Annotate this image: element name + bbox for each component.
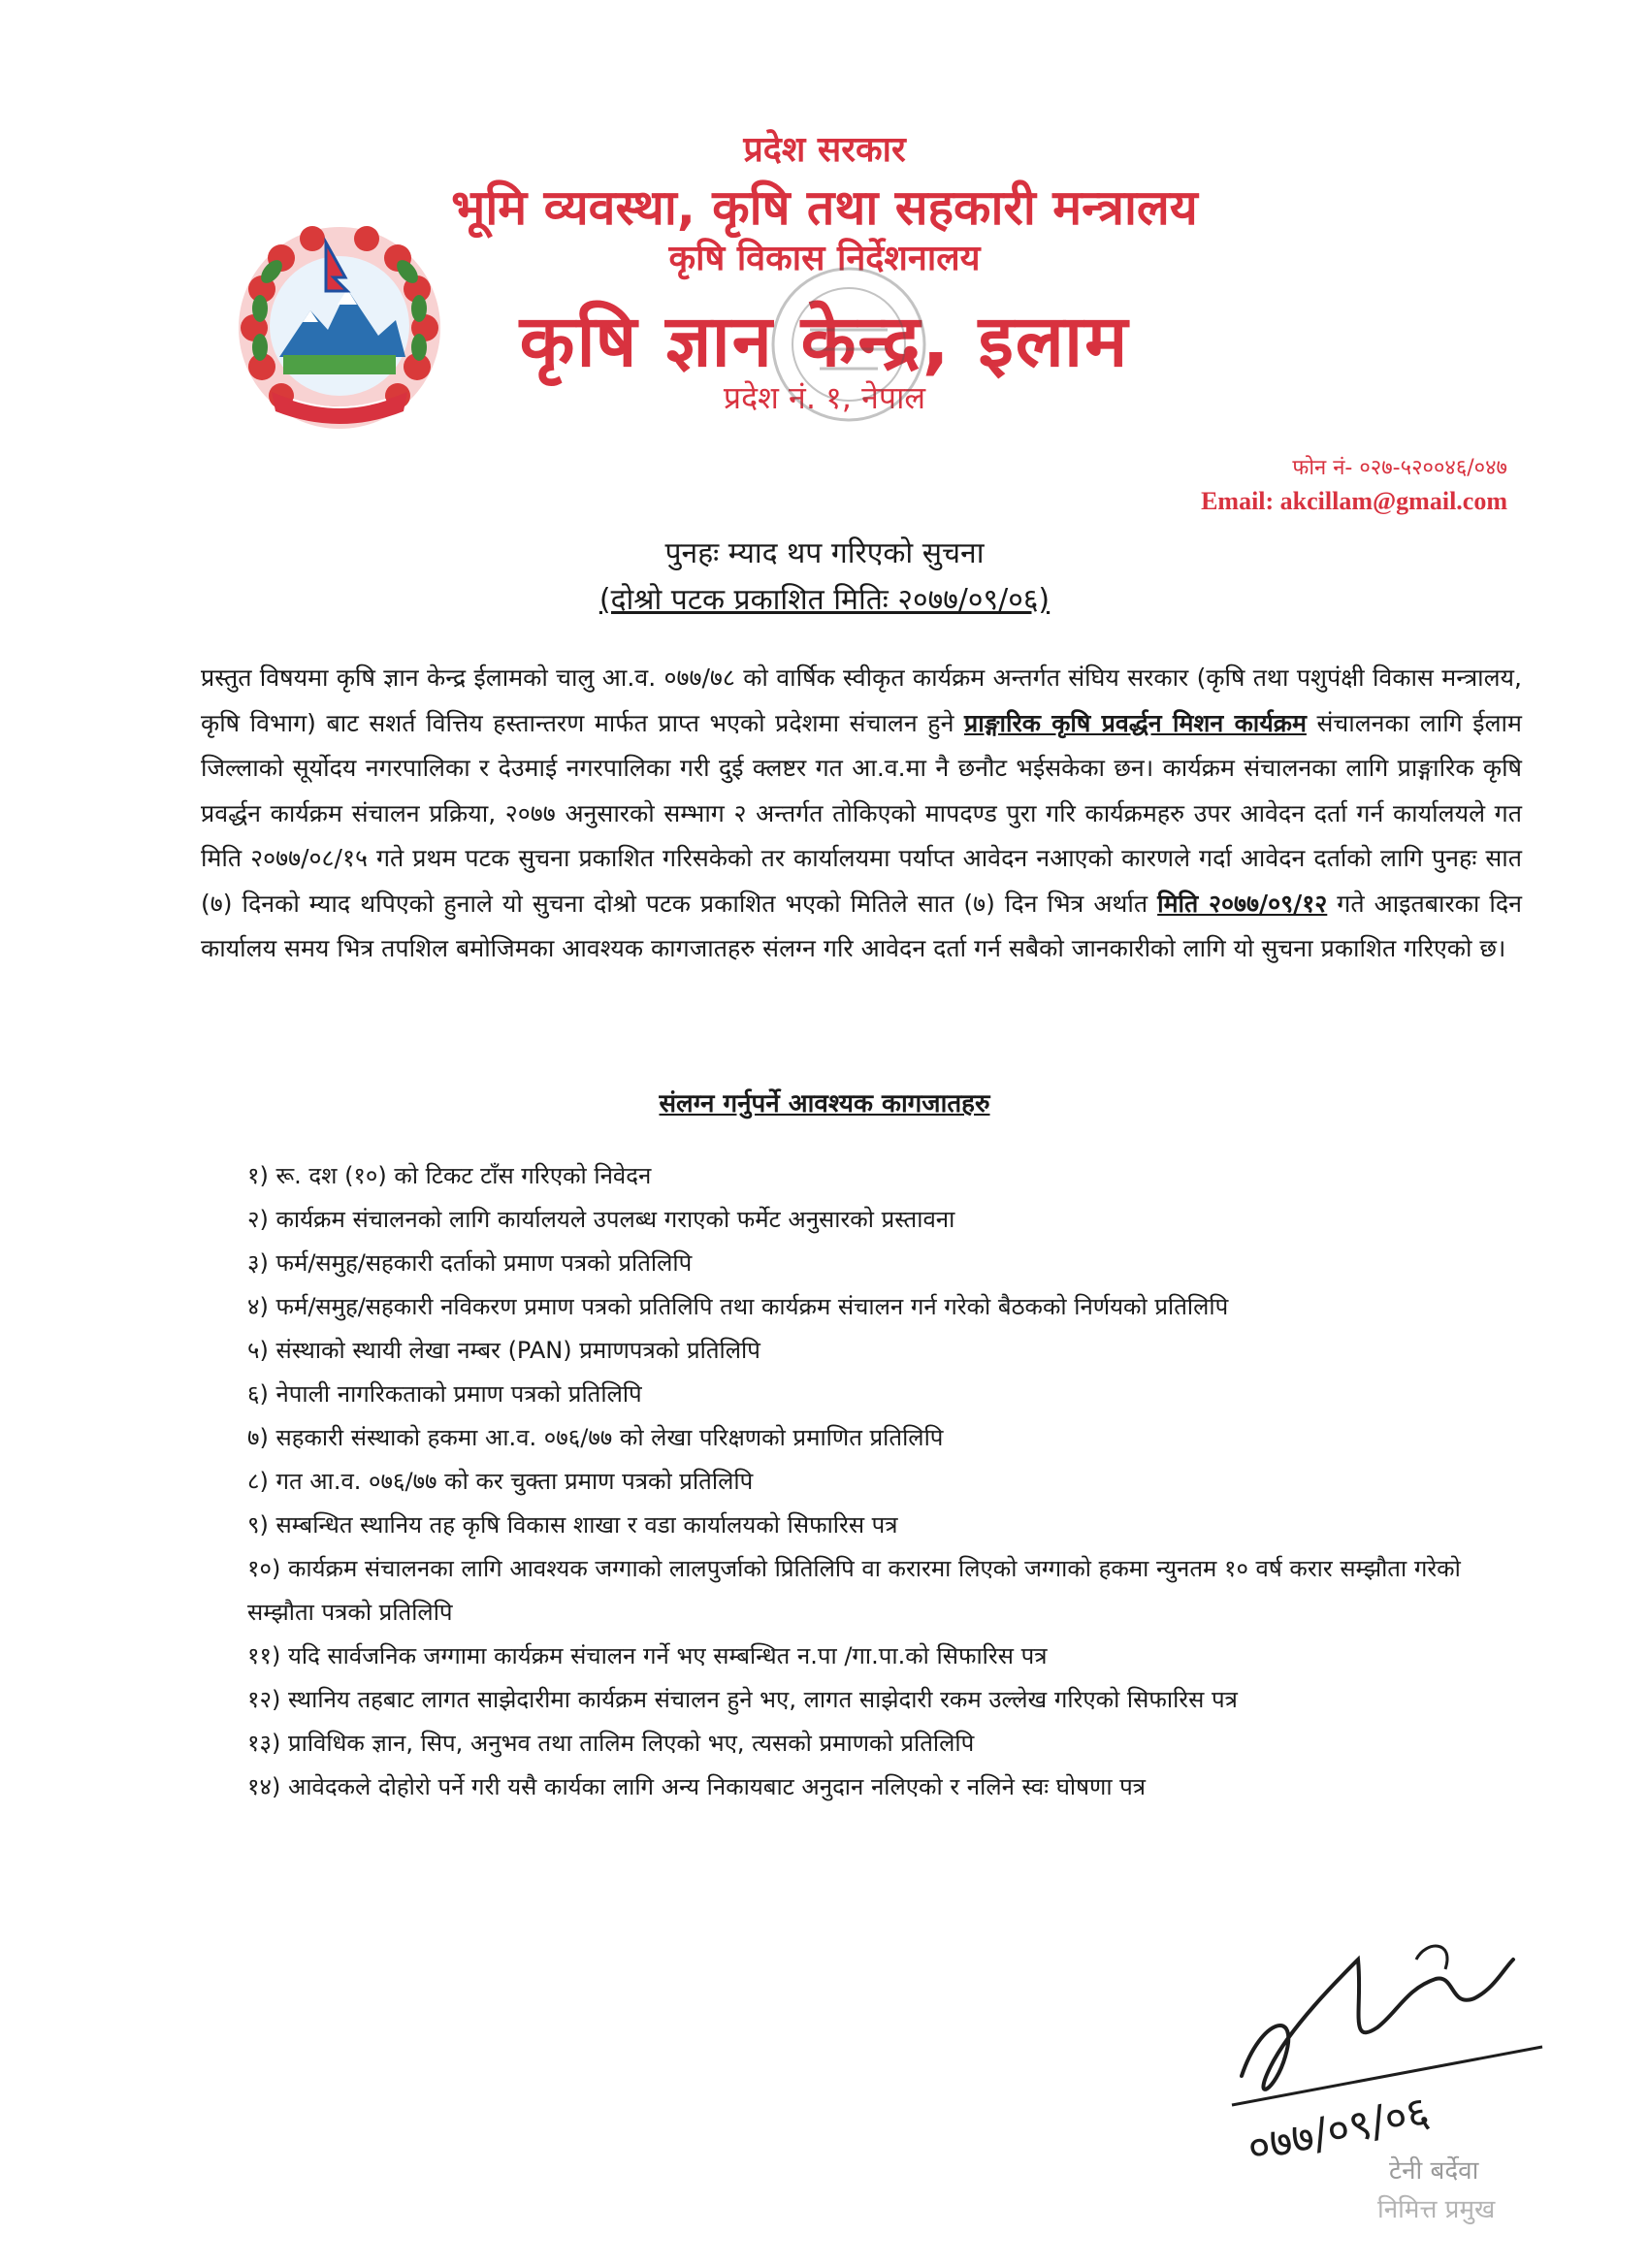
signature-date: ०७७/०९/०६ (1243, 2087, 1434, 2174)
phone-number: फोन नं- ०२७-५२००४६/०४७ (1292, 456, 1507, 480)
deadline-date: मिति २०७७/०९/१२ (1157, 889, 1328, 918)
notice-body (201, 656, 1522, 972)
signatory-title: निमित्त प्रमुख (1377, 2195, 1496, 2224)
notice-title: पुनहः म्याद थप गरिएको सुचना (664, 536, 985, 570)
list-item: ११) यदि सार्वजनिक जग्गामा कार्यक्रम संचालन गर्ने भए सम्बन्धित न.पा /गा.पा.को सिफारिस पत्र (247, 1642, 1048, 1669)
list-item: १२) स्थानिय तहबाट लागत साझेदारीमा कार्यक्रम संचालन हुने भए, लागत साझेदारी रकम उल्लेख गरिएको सिफारिस पत्र (247, 1686, 1238, 1713)
handwritten-signature-icon (1193, 1921, 1581, 2212)
list-item: १०) कार्यक्रम संचालनका लागि आवश्यक जग्गाको लालपुर्जाको प्रितिलिपि वा करारमा लिएको जग्गाको हकमा न्युनतम १० वर्ष करार सम्झौता गरेको सम्झौता पत्रको प्रतिलिपि (247, 1555, 1461, 1626)
list-item: १४) आवेदकले दोहोरो पर्ने गरी यसै कार्यका लागि अन्य निकायबाट अनुदान नलिएको र नलिने स्वः घोषणा पत्र (247, 1773, 1147, 1800)
list-item: १३) प्राविधिक ज्ञान, सिप, अनुभव तथा तालिम लिएको भए, त्यसको प्रमाणको प्रतिलिपि (247, 1730, 975, 1757)
notice-subtitle (0, 578, 1649, 618)
list-item: २) कार्यक्रम संचालनको लागि कार्यालयले उपलब्ध गराएको फर्मेट अनुसारको प्रस्तावना (247, 1206, 955, 1233)
list-item: ३) फर्म/समुह/सहकारी दर्ताको प्रमाण पत्रको प्रतिलिपि (247, 1249, 693, 1277)
list-item: ४) फर्म/समुह/सहकारी नविकरण प्रमाण पत्रको प्रतिलिपि तथा कार्यक्रम संचालन गर्न गरेको बैठकको निर्णयको प्रतिलिपि (247, 1293, 1229, 1320)
documents-heading: संलग्न गर्नुपर्ने आवश्यक कागजातहरु (659, 1089, 990, 1118)
ministry-name: भूमि व्यवस्था, कृषि तथा सहकारी मन्त्रालय (451, 179, 1198, 236)
list-item: ५) संस्थाको स्थायी लेखा नम्बर (PAN) प्रमाणपत्रको प्रतिलिपि (247, 1337, 760, 1364)
list-item: ८) गत आ.व. ०७६/७७ को कर चुक्ता प्रमाण पत्रको प्रतिलिपि (247, 1468, 754, 1495)
directorate-name: कृषि विकास निर्देशनालय (668, 239, 981, 278)
header-line-1: प्रदेश सरकार (743, 130, 906, 170)
office-name: कृषि ज्ञान केन्द्र, इलाम (519, 300, 1130, 383)
documents-list (247, 1154, 1528, 1809)
body-part-1: प्रस्तुत विषयमा कृषि ज्ञान केन्द्र ईलामको चालु आ.व. ०७७/७८ को वार्षिक स्वीकृत कार्यक्रम अन्तर्गत संघिय सरकार (कृषि तथा पशुपंक्षी विकास मन्त्रालय, कृषि विभाग) बाट सशर्त वित्तिय हस्तान्तरण मार्फत प्राप्त भएको प्रदेशमा संचालन हुने (201, 664, 1522, 737)
list-item: ६) नेपाली नागरिकताको प्रमाण पत्रको प्रतिलिपि (247, 1380, 642, 1408)
body-part-2: संचालनका लागि ईलाम जिल्लाको सूर्योदय नगरपालिका र देउमाई नगरपालिका गरी दुई क्लष्टर गत आ.व.मा नै छनौट भईसकेका छन। कार्यक्रम संचालनका लागि प्राङ्गारिक कृषि प्रवर्द्धन कार्यक्रम संचालन प्रक्रिया, २०७७ अनुसारको सम्भाग २ अन्तर्गत तोकिएको मापदण्ड पुरा गरि कार्यक्रमहरु उपर आवेदन दर्ता गर्न कार्यालयले गत मिति २०७७/०८/१५ गते प्रथम पटक सुचना प्रकाशित गरिसकेको तर कार्यालयमा पर्याप्त आवेदन नआएको कारणले गर्दा आवेदन दर्ताको लागि पुनहः सात (७) दिनको म्याद थपिएको हुनाले यो सुचना दोश्रो पटक प्रकाशित भएको मितिले सात (७) दिन भित्र अर्थात (201, 708, 1522, 918)
signatory-name: टेनी बर्देवा (1389, 2156, 1479, 2186)
email-address: Email: akcillam@gmail.com (1201, 487, 1507, 515)
program-name: प्राङ्गारिक कृषि प्रवर्द्धन मिशन कार्यक्रम (964, 708, 1307, 737)
body-part-3: गते आइतबारका दिन कार्यालय समय भित्र तपशिल बमोजिमका आवश्यक कागजातहरु संलग्न गरि आवेदन दर्ता गर्न सबैको जानकारीको लागि यो सुचना प्रकाशित गरिएको छ। (201, 889, 1522, 962)
province-line: प्रदेश नं. १, नेपाल (723, 379, 926, 416)
notice-subtitle-text: (दोश्रो पटक प्रकाशित मितिः २०७७/०९/०६) (598, 583, 1051, 617)
office-stamp-icon (766, 262, 931, 427)
list-item: ९) सम्बन्धित स्थानिय तह कृषि विकास शाखा र वडा कार्यालयको सिफारिस पत्र (247, 1511, 898, 1539)
list-item: ७) सहकारी संस्थाको हकमा आ.व. ०७६/७७ को लेखा परिक्षणको प्रमाणित प्रतिलिपि (247, 1424, 944, 1451)
list-item: १) रू. दश (१०) को टिकट टाँस गरिएको निवेदन (247, 1162, 652, 1189)
